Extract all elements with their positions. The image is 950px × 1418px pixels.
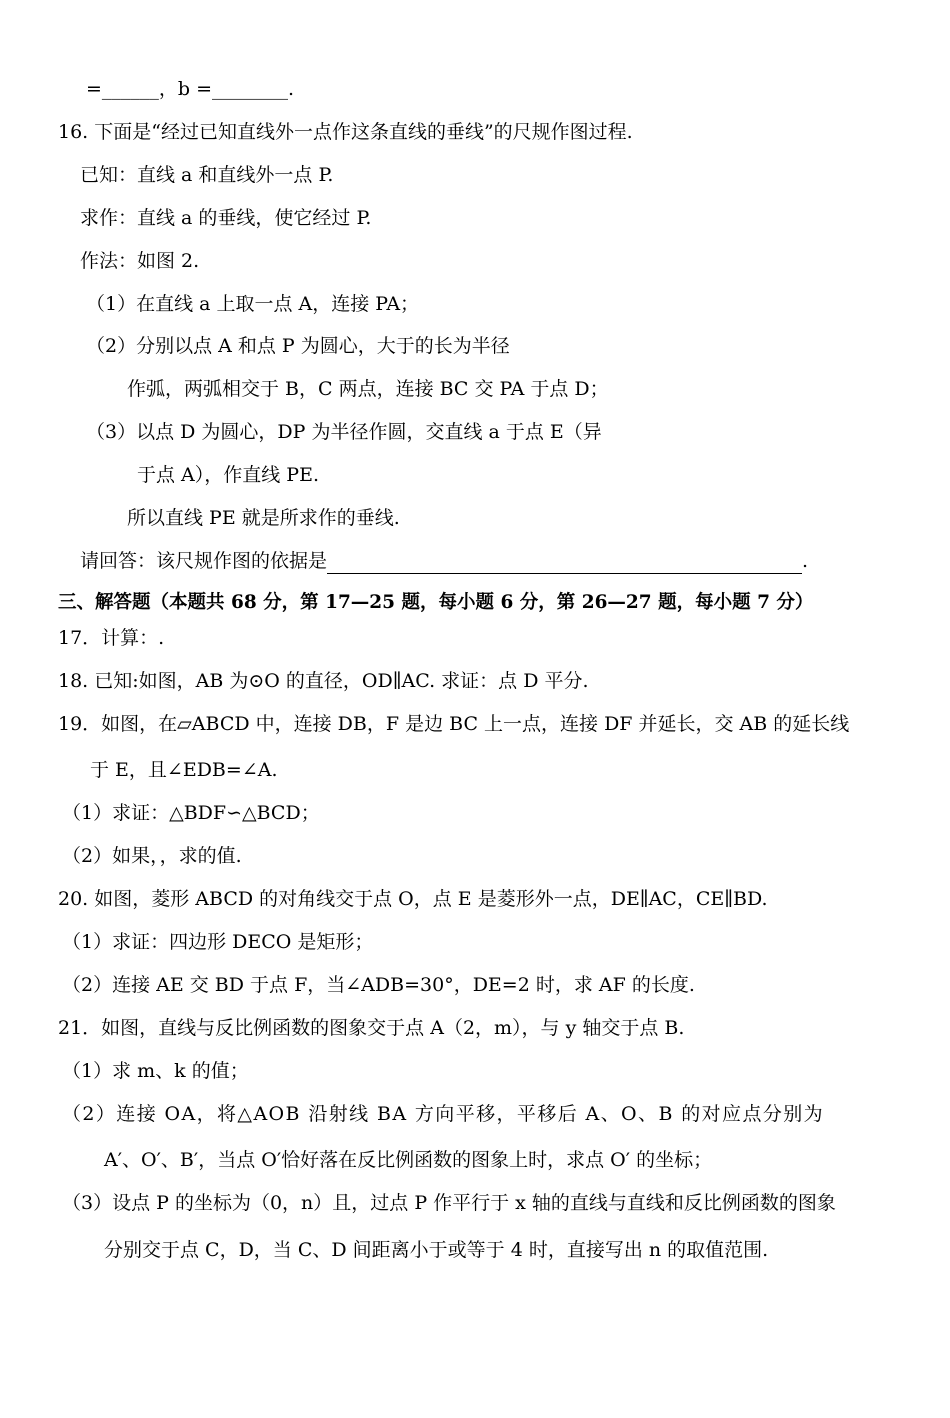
- answer-prompt: [80, 548, 808, 574]
- question-21-part-1: （1）求 m、k 的值；: [62, 1060, 249, 1082]
- fill-blank-line: =______，b =________.: [86, 78, 295, 100]
- question-19-stem: 19．如图，在▱ABCD 中，连接 DB，F 是边 BC 上一点，连接 DF 并延长，交 AB 的延长线: [58, 713, 850, 735]
- question-19-part-2: （2）如果，，求的值.: [62, 845, 242, 867]
- question-21-part-2-continued: A′、O′、B′，当点 O′恰好落在反比例函数的图象上时，求点 O′ 的坐标；: [104, 1149, 713, 1171]
- answer-period: .: [802, 550, 809, 572]
- step-2-continued: 作弧，两弧相交于 B，C 两点，连接 BC 交 PA 于点 D；: [127, 378, 609, 400]
- question-21-part-2: （2）连接 OA，将△AOB 沿射线 BA 方向平移，平移后 A、O、B 的对应点分别为: [62, 1103, 825, 1125]
- question-19-part-1: （1）求证：△BDF∽△BCD；: [62, 802, 320, 824]
- question-20-part-1: （1）求证：四边形 DECO 是矩形；: [62, 931, 374, 953]
- question-20-stem: 20. 如图，菱形 ABCD 的对角线交于点 O，点 E 是菱形外一点，DE∥AC，CE∥BD.: [58, 888, 768, 910]
- step-1-text: （1）在直线 a 上取一点 A，连接 PA；: [86, 293, 420, 315]
- conclusion-text: 所以直线 PE 就是所求作的垂线.: [127, 507, 400, 529]
- question-21-stem: 21．如图，直线与反比例函数的图象交于点 A（2，m），与 y 轴交于点 B.: [58, 1017, 685, 1039]
- step-3-text: （3）以点 D 为圆心，DP 为半径作圆，交直线 a 于点 E（异: [86, 421, 602, 443]
- given-text: 已知：直线 a 和直线外一点 P.: [80, 164, 334, 186]
- section-3-heading: 三、解答题（本题共 68 分，第 17—25 题，每小题 6 分，第 26—27 题，每小题 7 分）: [58, 592, 814, 613]
- step-3-continued: 于点 A），作直线 PE.: [137, 464, 319, 486]
- method-text: 作法：如图 2.: [80, 250, 200, 272]
- step-2-text: （2）分别以点 A 和点 P 为圆心，大于的长为半径: [86, 335, 510, 357]
- question-21-part-3-continued: 分别交于点 C，D，当 C、D 间距离小于或等于 4 时，直接写出 n 的取值范围.: [104, 1239, 769, 1261]
- question-16-stem: 16. 下面是“经过已知直线外一点作这条直线的垂线”的尺规作图过程.: [58, 121, 633, 143]
- question-17: 17．计算：.: [58, 627, 165, 649]
- question-21-part-3: （3）设点 P 的坐标为（0，n）且，过点 P 作平行于 x 轴的直线与直线和反比例函数的图象: [62, 1192, 836, 1214]
- construct-goal-text: 求作：直线 a 的垂线，使它经过 P.: [80, 207, 372, 229]
- answer-prompt-label: 请回答：该尺规作图的依据是: [80, 550, 328, 572]
- question-20-part-2: （2）连接 AE 交 BD 于点 F，当∠ADB=30°，DE=2 时，求 AF 的长度.: [62, 974, 695, 996]
- question-19-stem-continued: 于 E，且∠EDB=∠A.: [90, 759, 278, 781]
- answer-blank[interactable]: [327, 553, 802, 574]
- question-18: 18. 已知:如图，AB 为⊙O 的直径，OD∥AC. 求证：点 D 平分.: [58, 670, 589, 692]
